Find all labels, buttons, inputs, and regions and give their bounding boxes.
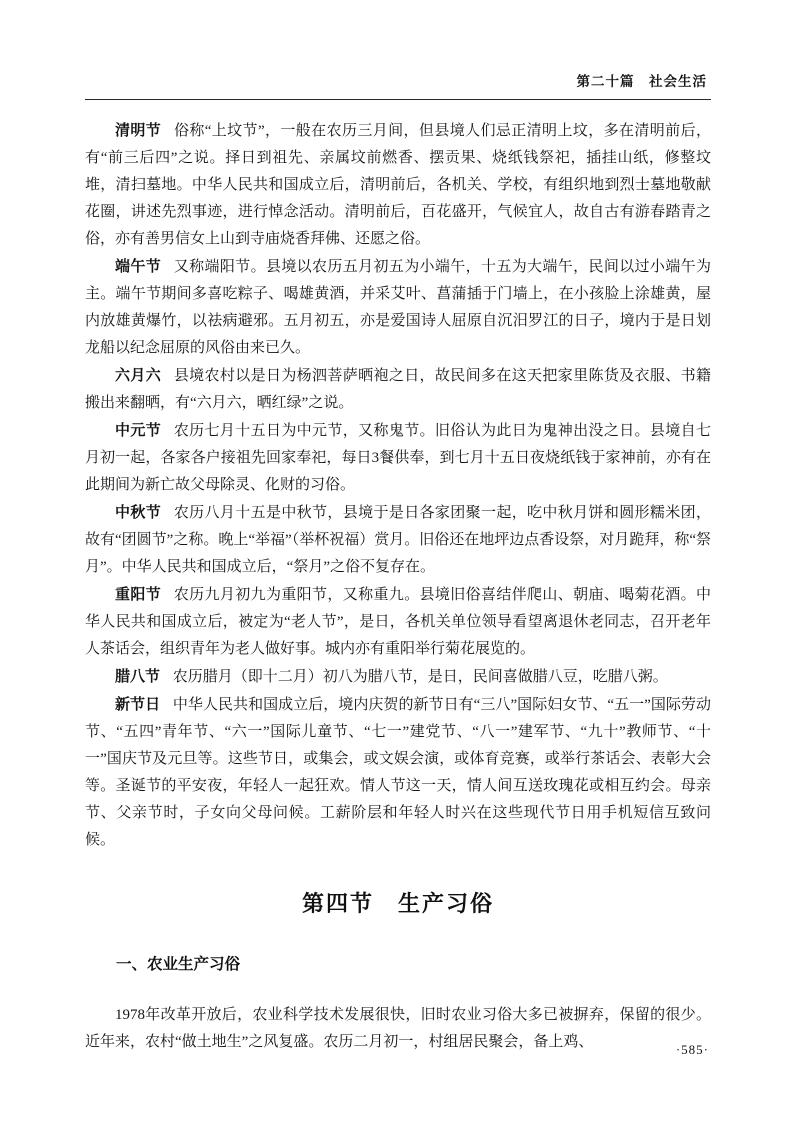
paragraph-text: 又称端阳节。县境以农历五月初五为小端午，十五为大端午，民间以过小端午为主。端午节期间多喜吃粽子、喝雄黄酒，并采艾叶、菖蒲插于门墙上，在小孩脸上涂雄黄，屋内放雄黄爆竹，以祛病避邪。五月初五，亦是爱国诗人屈原自沉汨罗江的日子，境内于是日划龙船以纪念屈原的风俗由来已久。 — [85, 259, 711, 356]
paragraph-laba-festival — [85, 663, 711, 691]
paragraph-lead: 腊八节 — [115, 668, 161, 685]
running-header — [85, 70, 711, 100]
paragraph-chongyang-festival — [85, 581, 711, 663]
paragraph-agriculture-customs: 1978年改革开放后，农业科学技术发展很快，旧时农业习俗大多已被摒弃，保留的很少。近年来，农村“做土地生”之风复盛。农历二月初一，村组居民聚会，备上鸡、 — [85, 1007, 711, 1050]
paragraph-qingming-festival — [85, 117, 711, 253]
paragraph-duanwu-festival — [85, 253, 711, 362]
paragraph-text: 农历八月十五是中秋节，县境于是日各家团聚一起，吃中秋月饼和圆形糯米团，故有“团圆节”之称。晚上“举福”（举杯祝福）赏月。旧俗还在地坪边点香设祭，对月跪拜，称“祭月”。中华人民共和国成立后，“祭月”之俗不复存在。 — [85, 505, 711, 575]
page-content — [85, 70, 711, 1056]
paragraph-zhongyuan-festival — [85, 417, 711, 499]
paragraph-text: 农历腊月（即十二月）初八为腊八节，是日，民间喜做腊八豆，吃腊八粥。 — [172, 669, 668, 685]
page-number: ·585· — [675, 1042, 709, 1057]
paragraph-new-festivals — [85, 691, 711, 854]
paragraph-lead: 清明节 — [115, 122, 162, 139]
paragraph-lead: 重阳节 — [115, 586, 162, 603]
paragraph-text: 农历九月初九为重阳节，又称重九。县境旧俗喜结伴爬山、朝庙、喝菊花酒。中华人民共和国成立后，被定为“老人节”，是日，各机关单位领导看望离退休老同志，召开老年人茶话会，组织青年为老人做好事。城内亦有重阳举行菊花展览的。 — [85, 587, 711, 657]
section-title: 第四节 生产习俗 — [301, 891, 494, 916]
subsection-title: 一、农业生产习俗 — [116, 956, 241, 973]
paragraph-lead: 六月六 — [115, 367, 162, 384]
paragraph-lead: 中元节 — [115, 422, 162, 439]
paragraph-liuyueliu-festival — [85, 362, 711, 417]
paragraph-text: 中华人民共和国成立后，境内庆贺的新节日有“三八”国际妇女节、“五一”国际劳动节、“五四”青年节、“六一”国际儿童节、“七一”建党节、“八一”建军节、“九十”教师节、“十一”国庆节及元旦等。这些节日，或集会，或文娱会演，或体育竞赛，或举行茶话会、表彰大会等。圣诞节的平安夜，年轻人一起狂欢。情人节这一天，情人间互送玫瑰花或相互约会。母亲节、父亲节时，子女向父母问候。工薪阶层和年轻人时兴在这些现代节日用手机短信互致问候。 — [85, 697, 711, 848]
paragraph-lead: 端午节 — [115, 258, 162, 275]
chapter-label: 第二十篇 社会生活 — [576, 74, 707, 89]
paragraph-text: 俗称“上坟节”，一般在农历三月间，但县境人们忌正清明上坟，多在清明前后，有“前三后四”之说。择日到祖先、亲属坟前燃香、摆贡果、烧纸钱祭祀，插挂山纸，修整坟堆，清扫墓地。中华人民共和国成立后，清明前后，各机关、学校，有组织地到烈士墓地敬献花圈，讲述先烈事迹，进行悼念活动。清明前后，百花盛开，气候宜人，故自古有游春踏青之俗，亦有善男信女上山到寺庙烧香拜佛、还愿之俗。 — [85, 123, 711, 247]
paragraph-zhongqiu-festival — [85, 499, 711, 581]
paragraph-text: 县境农村以是日为杨泗菩萨晒袍之日，故民间多在这天把家里陈货及衣服、书籍搬出来翻晒，有“六月六，晒红绿”之说。 — [85, 368, 711, 411]
paragraph-lead: 中秋节 — [115, 504, 162, 521]
paragraph-lead: 新节日 — [115, 696, 161, 713]
body-text — [85, 117, 711, 1056]
paragraph-text: 农历七月十五日为中元节，又称鬼节。旧俗认为此日为鬼神出没之日。县境自七月初一起，各家各户接祖先回家奉祀，每日3餐供奉，到七月十五日夜烧纸钱于家神前，亦有在此期间为新亡故父母除灵、化财的习俗。 — [85, 423, 711, 493]
